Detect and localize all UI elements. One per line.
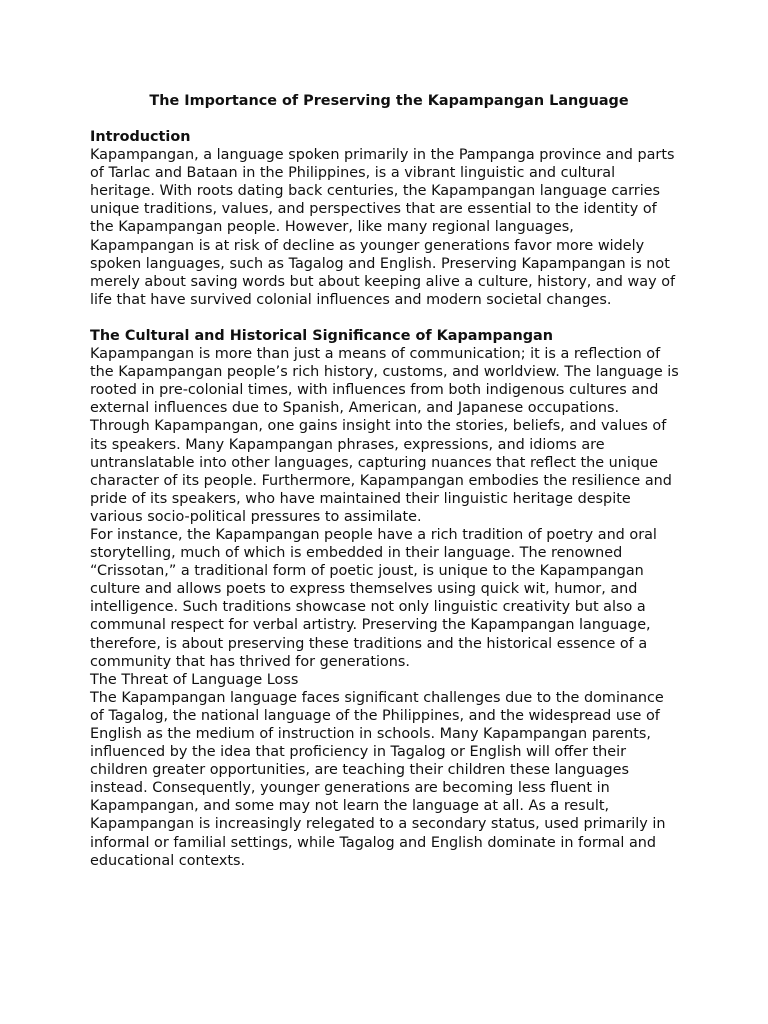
document-body: [90, 92, 682, 870]
paragraph-introduction: Kapampangan, a language spoken primarily in the Pampanga province and parts of Tarlac and Bataan in the Philippines, is a vibrant linguistic and cultural heritage. With roots dating back centuries, the Kapampangan language carries unique traditions, values, and perspectives that are essential to the identity of the Kapampangan people. However, like many regional languages, Kapampangan is at risk of decline as younger generations favor more widely spoken languages, such as Tagalog and English. Preserving Kapampangan is not merely about saving words but about keeping alive a culture, history, and way of life that have survived colonial influences and modern societal changes.: [90, 147, 676, 308]
document-title: The Importance of Preserving the Kapampangan Language: [149, 93, 629, 109]
paragraph-cultural-significance-1: Kapampangan is more than just a means of communication; it is a reflection of the Kapampangan people’s rich history, customs, and worldview. The language is rooted in pre-colonial times, with influences from both indigenous cultures and external influences due to Spanish, American, and Japanese occupations. Through Kapampangan, one gains insight into the stories, beliefs, and values of its speakers. Many Kapampangan phrases, expressions, and idioms are untranslatable into other languages, capturing nuances that reflect the unique character of its people. Furthermore, Kapampangan embodies the resilience and pride of its speakers, who have maintained their linguistic heritage despite various socio-political pressures to assimilate.: [90, 346, 679, 525]
section-spacer: [90, 309, 682, 327]
section-heading-threat: The Threat of Language Loss: [90, 671, 299, 688]
section-heading-introduction: Introduction: [90, 129, 191, 145]
paragraph-threat: The Kapampangan language faces significant challenges due to the dominance of Tagalog, the national language of the Philippines, and the widespread use of English as the medium of instruction in schools. Many Kapampangan parents, influenced by the idea that proficiency in Tagalog or English will offer their children greater opportunities, are teaching their children these languages instead. Consequently, younger generations are becoming less fluent in Kapampangan, and some may not learn the language at all. As a result, Kapampangan is increasingly relegated to a secondary status, used primarily in informal or familial settings, while Tagalog and English dominate in formal and educational contexts.: [90, 689, 666, 869]
title-spacer: [90, 110, 682, 128]
paragraph-cultural-significance-2: For instance, the Kapampangan people have a rich tradition of poetry and oral storytelling, much of which is embedded in their language. The renowned “Crissotan,” a traditional form of poetic joust, is unique to the Kapampangan culture and allows poets to express themselves using quick wit, humor, and intelligence. Such traditions showcase not only linguistic creativity but also a communal respect for verbal artistry. Preserving the Kapampangan language, therefore, is about preserving these traditions and the historical essence of a community that has thrived for generations.: [90, 526, 657, 670]
section-heading-cultural-significance: The Cultural and Historical Significance of Kapampangan: [90, 327, 554, 344]
